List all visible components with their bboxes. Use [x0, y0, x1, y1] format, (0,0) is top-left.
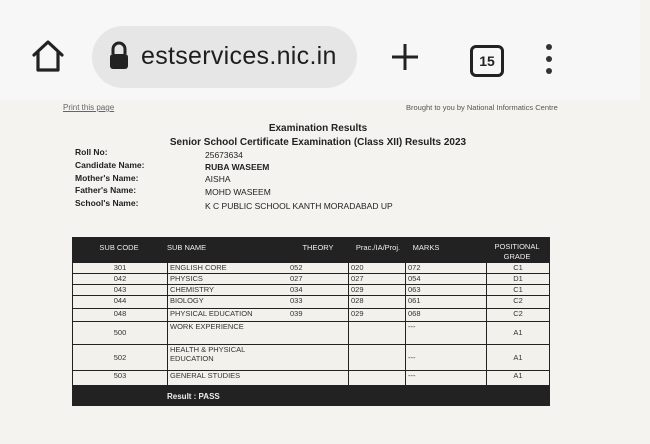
table-row: GENERAL STUDIES [168, 371, 288, 385]
table-row: 048 [73, 309, 167, 321]
table-row [288, 345, 348, 370]
school-name-value: K C PUBLIC SCHOOL KANTH MORADABAD UP [205, 201, 393, 211]
table-row: --- [406, 345, 486, 370]
table-row: A1 [487, 371, 549, 385]
table-row: BIOLOGY [168, 296, 288, 308]
table-row [288, 371, 348, 385]
home-icon[interactable] [30, 38, 66, 74]
table-row: 043 [73, 285, 167, 295]
table-row: 029 [349, 309, 405, 321]
table-row [349, 322, 405, 344]
father-name-label: Father's Name: [75, 185, 137, 195]
header-theory: THEORY [302, 243, 334, 252]
kebab-menu-icon[interactable] [544, 44, 554, 78]
table-row: PHYSICS [168, 274, 288, 284]
table-row [288, 322, 348, 344]
table-row: C2 [487, 309, 549, 321]
table-row: ENGLISH CORE [168, 263, 288, 273]
candidate-name-value: RUBA WASEEM [205, 162, 270, 172]
table-row: --- [406, 371, 486, 385]
table-row: 027 [349, 274, 405, 284]
table-row: 063 [406, 285, 486, 295]
table-row: D1 [487, 274, 549, 284]
header-sub-code: SUB CODE [99, 243, 139, 252]
header-grade: POSITIONAL GRADE [494, 242, 540, 261]
table-row: 054 [406, 274, 486, 284]
table-row: 500 [73, 322, 167, 344]
table-row: 034 [288, 285, 348, 295]
brought-by-text: Brought to you by National Informatics Centre [406, 103, 558, 112]
table-row: A1 [487, 345, 549, 370]
table-row: 042 [73, 274, 167, 284]
url-text[interactable]: estservices.nic.in [141, 42, 337, 70]
table-row: 301 [73, 263, 167, 273]
table-row: 061 [406, 296, 486, 308]
plus-icon[interactable] [390, 42, 420, 72]
table-row: 052 [288, 263, 348, 273]
table-row: WORK EXPERIENCE [168, 322, 288, 344]
mother-name-label: Mother's Name: [75, 173, 139, 183]
page-subtitle: Senior School Certificate Examination (Class XII) Results 2023 [169, 137, 467, 148]
table-row: C2 [487, 296, 549, 308]
school-name-label: School's Name: [75, 198, 139, 208]
mother-name-value: AISHA [205, 174, 231, 184]
browser-toolbar [0, 0, 640, 100]
table-row: C1 [487, 285, 549, 295]
table-row: 027 [288, 274, 348, 284]
marks-table [72, 237, 550, 406]
table-row: PHYSICAL EDUCATION [168, 309, 288, 321]
table-row: 033 [288, 296, 348, 308]
table-row: 044 [73, 296, 167, 308]
header-sub-name: SUB NAME [167, 243, 207, 252]
table-row: HEALTH & PHYSICAL EDUCATION [168, 345, 288, 370]
table-row: 068 [406, 309, 486, 321]
page-title: Examination Results [268, 123, 368, 134]
table-row: 039 [288, 309, 348, 321]
table-row [349, 371, 405, 385]
roll-no-value: 25673634 [205, 150, 243, 160]
table-row: CHEMISTRY [168, 285, 288, 295]
table-row: 029 [349, 285, 405, 295]
header-prac: Prac./IA/Proj. [355, 243, 401, 252]
header-marks: MARKS [412, 243, 440, 252]
table-row: 020 [349, 263, 405, 273]
table-row: 072 [406, 263, 486, 273]
father-name-value: MOHD WASEEM [205, 187, 271, 197]
tab-count-button[interactable]: 15 [470, 45, 504, 77]
table-row: 028 [349, 296, 405, 308]
roll-no-label: Roll No: [75, 147, 108, 157]
table-row: 502 [73, 345, 167, 370]
table-row: C1 [487, 263, 549, 273]
result-text: Result : PASS [167, 392, 220, 401]
table-row [349, 345, 405, 370]
candidate-name-label: Candidate Name: [75, 160, 145, 170]
table-row: 503 [73, 371, 167, 385]
lock-icon[interactable] [108, 41, 130, 71]
table-row: --- [406, 322, 486, 344]
print-link[interactable]: Print this page [63, 103, 115, 112]
table-row: A1 [487, 322, 549, 344]
